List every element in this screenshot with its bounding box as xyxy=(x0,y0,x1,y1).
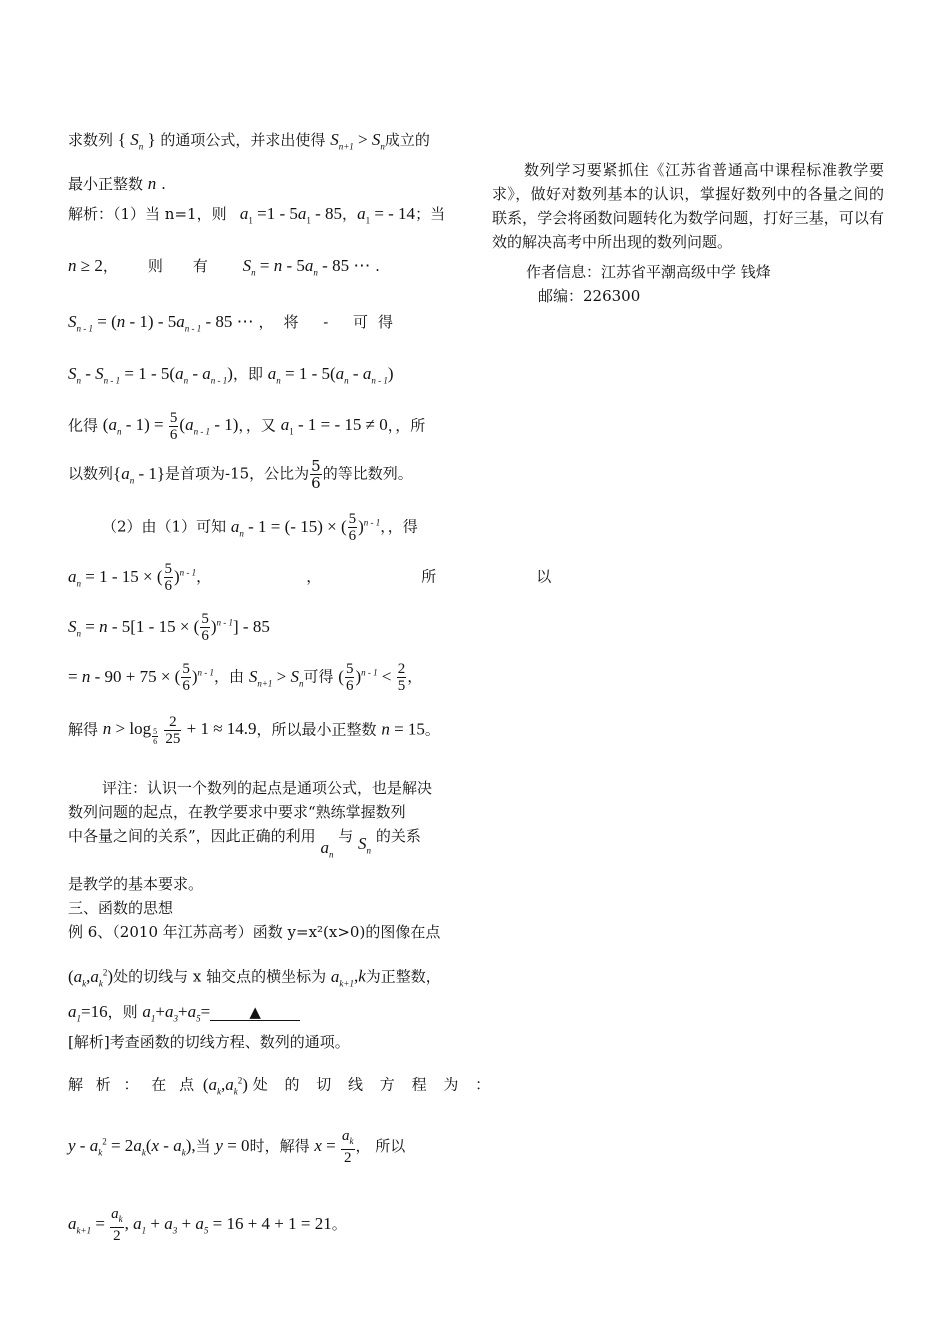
author-info: 作者信息：江苏省平潮高级中学 钱烽 xyxy=(526,263,771,281)
question-line: 求数列 { $S_n$ } 的通项公式，并求出使得 $S_{n+1} > S_n$成立的 xyxy=(68,130,430,152)
formula-ineq: $S_{n+1} > S_n$ xyxy=(330,130,385,152)
solution-line-3: $S_{n - 1} = (n - 1) - 5a_{n - 1} - 85$ ⋯ ，将 - 可得 xyxy=(68,312,404,334)
question-line-2: 最小正整数 n . xyxy=(68,174,166,193)
comment-line-3: 中各量之间的关系”，因此正确的利用 $a_n$ 与 $S_n$ 的关系 xyxy=(68,827,421,860)
part2-line-3: $S_n = n - 5[1 - 15$ × ( $\frac{5}{6}$ )$^{n - 1}$] - 85 xyxy=(68,611,270,645)
solution-line-5: 化得 $(a_n - 1)$ = $\frac{5}{6}$ $(a_{n - 1} - 1)$，，又 $a_1 - 1$ = - 15 ≠ 0，，所 xyxy=(68,410,426,443)
solution-line-4: $S_n - S_{n - 1} = 1 - 5(a_n - a_{n - 1})$，即 $a_n = 1 - 5(a_n - a_{n - 1})$ xyxy=(68,364,394,386)
example-6-line-2: $(a_k,a_k^2)$处的切线与 x 轴交点的横坐标为 $a_{k+1},k$为正整数， xyxy=(68,966,441,989)
final-result-line: $a_{k+1}$ = $\frac{a_k}{2}$ , $a_1 + a_3 + a_5 = 16 + 4 + 1 = 21$。 xyxy=(68,1206,347,1244)
part2-line-4: = n - 90 + 75 × ( $\frac{5}{6}$ )$^{n - 1}$，由 $S_{n+1} > S_n$可得 ( $\frac{5}{6}$ )$^{n - 1}$ < $\frac{2}{5}$ ， xyxy=(68,661,423,695)
analysis-line: 解 析 ： 在 点 $(a_k,a_k^2)$ 处 的 切 线 方 程 为 ： xyxy=(68,1074,497,1097)
comment-line-2: 数列问题的起点，在教学要求中要求“熟练掌握数列 xyxy=(68,803,406,821)
comment-line-1: 评注：认识一个数列的起点是通项公式，也是解决 xyxy=(102,779,433,797)
answer-blank: ▲ xyxy=(210,1004,300,1021)
example-6-line-3: $a_1=16$，则 $a_1+a_3+a_5=$ ▲ xyxy=(68,1000,300,1030)
comment-line-4: 是教学的基本要求。 xyxy=(68,875,204,893)
conclusion-paragraph: 数列学习要紧抓住《江苏省普通高中课程标准教学要求》，做好对数列基本的认识，掌握好数列中的各量之间的联系，学会将函数问题转化为数学问题，打好三基，可以有效的解决高考中所出现的数列问题。 xyxy=(492,161,884,251)
example-6-line-1: 例 6、（2010 年江苏高考）函数 y=x²(x>0)的图像在点 xyxy=(68,923,441,941)
solution-line-1: 解析：（1）当 n=1，则 $a_1 =1 - 5a_1 - 85$，$a_1$ = - 14；当 xyxy=(68,204,446,226)
solution-line-2: n ≥ 2，则有 $S_n = n - 5a_n - 85$ ⋯ . xyxy=(68,256,380,278)
solution-line-6: 以数列$\{a_n - 1\}$是首项为-15，公比为 $\frac{5}{6}$ 的等比数列。 xyxy=(68,457,413,492)
part2-line-5: 解得 n > log $_{\frac{5}{6}}$ $\frac{2}{25}$ + 1 ≈ 14.9，所以最小正整数 n = 15。 xyxy=(68,714,440,747)
tangent-equation-line: $y - a_k^2 = 2a_k(x - a_k)$,当 y = 0时，解得 x = $\frac{a_k}{2}$ ， 所以 xyxy=(68,1128,406,1166)
part2-line-2: $a_n = 1 - 15$ × ( $\frac{5}{6}$ )$^{n - 1}$， ，所以 xyxy=(68,561,652,595)
part2-line-1: （2）由（1）可知 $a_n - 1$ = (- 15) × ( $\frac{5}{6}$ )$^{n - 1}$，，得 xyxy=(102,511,418,545)
postcode: 邮编：226300 xyxy=(538,287,641,305)
section-heading: 三、函数的思想 xyxy=(68,899,174,917)
analysis-tag: [解析]考查函数的切线方程、数列的通项。 xyxy=(68,1033,350,1051)
formula-sn-set: { $S_n$ } xyxy=(117,130,156,152)
